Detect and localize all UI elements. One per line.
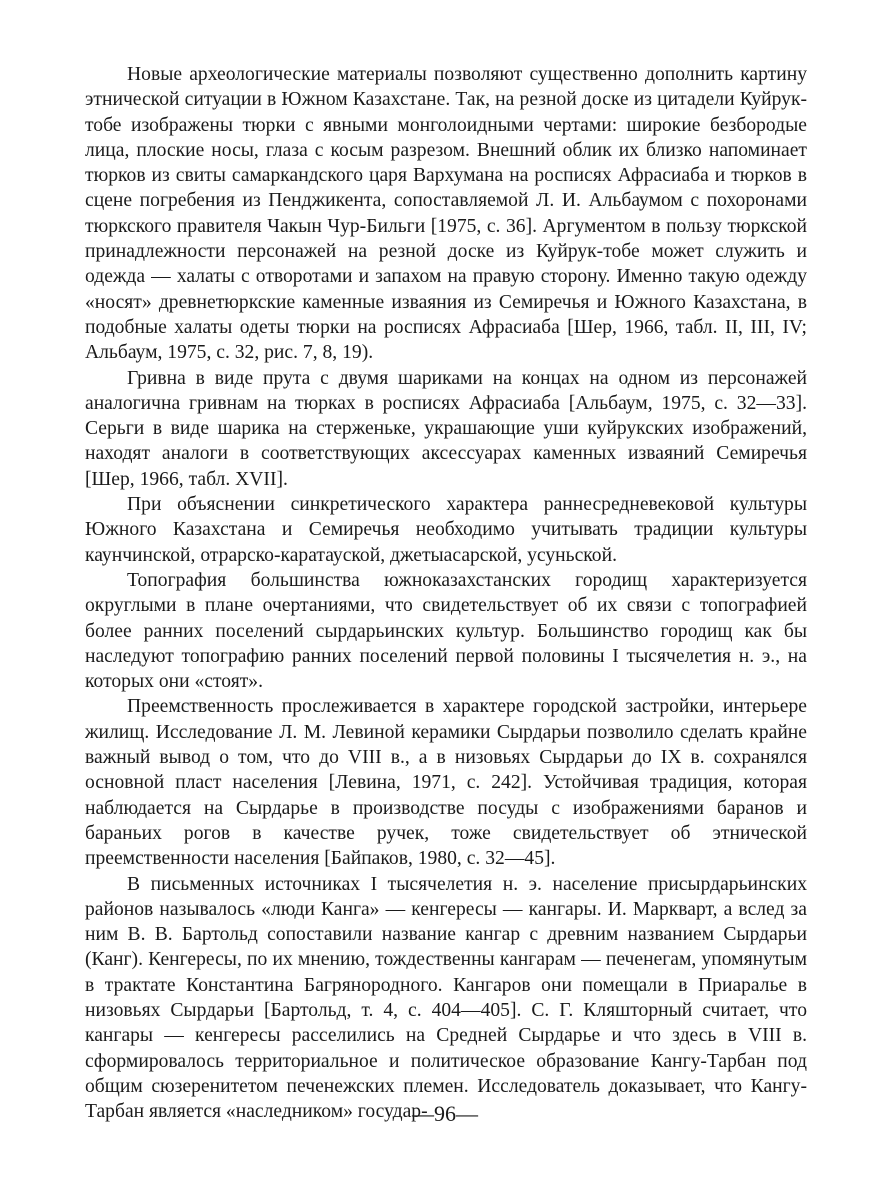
- paragraph-topography: Топография большинства южноказахстанских городищ характеризуется округлыми в плане очертаниями, что свидетельствует об их связи с топографией более ранних поселений сырдарьинских культур. Большинство городищ как бы наследуют топографию ранних поселений первой половины I тысячелетия н. э., на которых они «стоят».: [85, 569, 807, 693]
- paragraph-continuity: Преемственность прослеживается в характере городской застройки, интерьере жилищ. Исследование Л. М. Левиной керамики Сырдарьи позволило сделать крайне важный вывод о том, что до VIII в., а в низовьях Сырдарьи до IX в. сохранялся основной пласт населения [Левина, 1971, с. 242]. Устойчивая традиция, которая наблюдается на Сырдарье в производстве посуды с изображениями баранов и бараньих рогов в качестве ручек, тоже свидетельствует об этнической преемственности населения [Байпаков, 1980, с. 32—45].: [85, 696, 807, 870]
- paragraph-turkic-artifacts: Новые археологические материалы позволяют существенно дополнить картину этнической ситуации в Южном Казахстане. Так, на резной доске из цитадели Куйрук-тобе изображены тюрки с явными монголоидными чертами: широкие безбородые лица, плоские носы, глаза с косым разрезом. Внешний облик их близко напоминает тюрков из свиты самаркандского царя Вархумана на росписях Афрасиаба и тюрков в сцене погребения из Пенджикента, сопоставляемой Л. И. Альбаумом с похоронами тюркского правителя Чакын Чур-Бильги [1975, с. 36]. Аргументом в пользу тюркской принадлежности персонажей на резной доске из Куйрук-тобе может служить и одежда — халаты с отворотами и запахом на правую сторону. Именно такую одежду «носят» древнетюркские каменные изваяния из Семиречья и Южного Казахстана, в подобные халаты одеты тюрки на росписях Афрасиаба [Шер, 1966, табл. II, III, IV; Альбаум, 1975, с. 32, рис. 7, 8, 19).: [85, 64, 807, 364]
- paragraph-grivna-earrings: Гривна в виде прута с двумя шариками на концах на одном из персонажей аналогична гривнам на тюрках в росписях Афрасиаба [Альбаум, 1975, с. 32—33]. Серьги в виде шарика на стерженьке, украшающие уши куйрукских изображений, находят аналоги в соответствующих аксессуарах каменных изваяний Семиречья [Шер, 1966, табл. XVII].: [85, 367, 807, 490]
- paragraph-written-sources: В письменных источниках I тысячелетия н. э. население присырдарьинских районов называлось «люди Канга» — кенгересы — кангары. И. Маркварт, а вслед за ним В. В. Бартольд сопоставили название кангар с древним названием Сырдарьи (Канг). Кенгересы, по их мнению, тождественны кангарам — печенегам, упомянутым в трактате Константина Багрянородного. Кангаров они помещали в Приаралье в низовьях Сырдарьи [Бартольд, т. 4, с. 404—405]. С. Г. Кляшторный считает, что кангары — кенгересы расселились на Средней Сырдарье и что здесь в VIII в. сформировалось территориальное и политическое образование Кангу-Тарбан под общим сюзеренитетом печенежских племен. Исследователь доказывает, что Кангу-Тарбан является «наследником» государ-: [85, 873, 807, 1123]
- paragraph-syncretic-culture: При объяснении синкретического характера раннесредневековой культуры Южного Казахстана и Семиречья необходимо учитывать традиции культуры каунчинской, отрарско-каратауской, джетыасарской, усуньской.: [85, 494, 807, 566]
- page-number: —96—: [412, 1101, 478, 1126]
- page-text-block: [85, 62, 807, 1124]
